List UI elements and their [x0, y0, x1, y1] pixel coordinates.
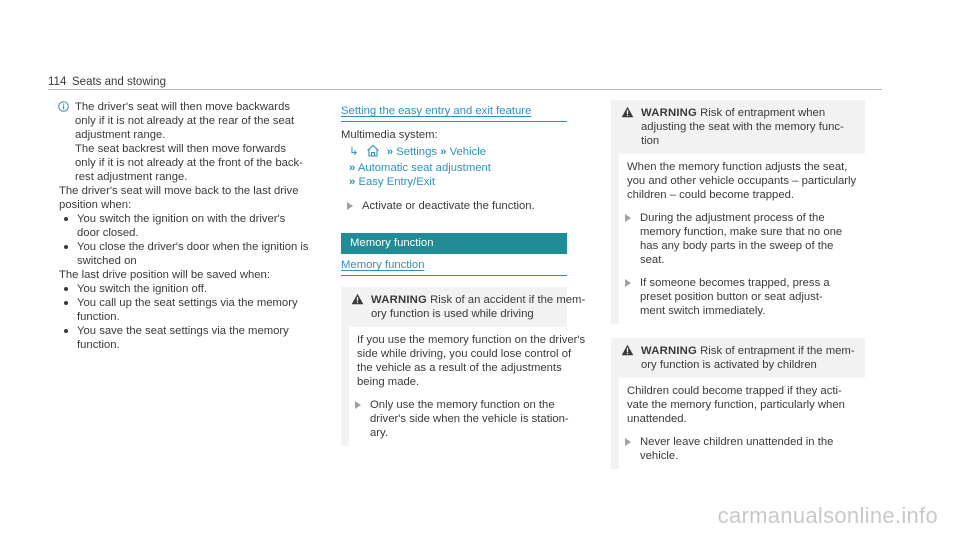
warning-body-line: vate the memory function, particularly when	[627, 399, 845, 411]
warning-triangle-icon	[621, 106, 634, 118]
list-item	[59, 296, 329, 324]
warning-label: WARNING	[641, 107, 697, 119]
list-item-line: function.	[77, 311, 120, 323]
section-rule	[341, 121, 567, 122]
chevron-right-icon: »	[349, 176, 356, 188]
multimedia-label: Multimedia system:	[341, 129, 438, 141]
page-number: 114	[48, 76, 67, 88]
warning-body-line: If you use the memory function on the driver's	[357, 334, 586, 346]
warning-header	[611, 100, 865, 154]
warning-head-line: Risk of an accident if the mem-	[430, 294, 586, 306]
step-arrow-icon	[347, 202, 353, 210]
warning-head-line: ory function is used while driving	[371, 308, 534, 320]
warning-action-line: During the adjustment process of the	[640, 212, 825, 224]
list-item	[59, 240, 329, 268]
warning-action-line: vehicle.	[640, 450, 679, 462]
chevron-right-icon: »	[386, 146, 394, 158]
teal-heading: Memory function	[341, 233, 567, 254]
warning-box	[341, 287, 586, 446]
warning-body-line: being made.	[357, 376, 420, 388]
list-item-line: You save the seat settings via the memory	[77, 325, 289, 337]
warning-action-line: If someone becomes trapped, press a	[640, 277, 830, 289]
nav-path	[341, 144, 567, 189]
list-item	[59, 324, 329, 352]
warning-body-line: When the memory function adjusts the seat,	[627, 161, 848, 173]
warning-box	[611, 338, 865, 469]
warning-action-line: ary.	[370, 427, 388, 439]
warning-head-line: Risk of entrapment if the mem-	[700, 345, 855, 357]
warning-body-line: you and other vehicle occupants – particularly	[627, 175, 857, 187]
warning-body-line: unattended.	[627, 413, 687, 425]
column-1	[59, 100, 329, 352]
warning-action-line: preset position button or seat adjust-	[640, 291, 823, 303]
step-arrow-icon	[625, 438, 631, 446]
warning-action-line: ment switch immediately.	[640, 305, 766, 317]
warning-action	[349, 398, 567, 446]
warning-action-line: Never leave children unattended in the	[640, 436, 834, 448]
warning-head-line: Risk of entrapment when	[700, 107, 826, 119]
warning-body	[349, 327, 586, 446]
info-note	[59, 100, 329, 184]
warning-header	[611, 338, 865, 378]
warning-head-line: adjusting the seat with the memory func-	[641, 121, 844, 133]
step-arrow-icon	[625, 279, 631, 287]
warning-head-line: ory function is activated by children	[641, 359, 817, 371]
nav-vehicle[interactable]: Vehicle	[449, 146, 487, 158]
warning-body-line: the vehicle as a result of the adjustments	[357, 362, 562, 374]
paragraph-line: The driver's seat will move back to the last drive	[59, 185, 299, 197]
warning-action-line: driver's side when the vehicle is station-	[370, 413, 569, 425]
note-line: only if it is not already at the rear of the seat	[75, 115, 295, 127]
action-text: Activate or deactivate the function.	[362, 200, 535, 212]
action-step	[341, 199, 567, 213]
warning-head-line: tion	[641, 135, 660, 147]
step-arrow-icon	[355, 401, 361, 409]
list-item-line: You switch the ignition off.	[77, 283, 208, 295]
note-line: The seat backrest will then move forwards	[75, 143, 286, 155]
list-item-line: You switch the ignition on with the driver's	[77, 213, 286, 225]
list-item-line: switched on	[77, 255, 137, 267]
column-2	[341, 104, 586, 446]
section-title: Seats and stowing	[72, 76, 166, 88]
list-item-line: door closed.	[77, 227, 139, 239]
warning-label: WARNING	[641, 345, 697, 357]
warning-body-line: children – could become trapped.	[627, 189, 795, 201]
nav-automatic-seat-adjustment[interactable]: Automatic seat adjustment	[357, 162, 491, 174]
note-line: adjustment range.	[75, 129, 166, 141]
nav-easy-entry-exit[interactable]: Easy Entry/Exit	[358, 176, 436, 188]
warning-action-line: memory function, make sure that no one	[640, 226, 843, 238]
section-rule	[341, 275, 567, 276]
list-item-line: You close the driver's door when the ignition is	[77, 241, 309, 253]
warning-body	[619, 378, 865, 469]
warning-box	[611, 100, 865, 324]
list-item	[59, 212, 329, 240]
warning-action-line: Only use the memory function on the	[370, 399, 555, 411]
list-item	[59, 282, 329, 296]
warning-triangle-icon	[621, 344, 634, 356]
chevron-right-icon: »	[440, 146, 447, 158]
note-line: The driver's seat will then move backwards	[75, 101, 290, 113]
chevron-right-icon: »	[349, 162, 356, 174]
warning-header	[341, 287, 586, 327]
list-item-line: function.	[77, 339, 120, 351]
header-rule	[48, 89, 882, 90]
warning-label: WARNING	[371, 294, 427, 306]
warning-action-line: has any body parts in the sweep of the	[640, 240, 834, 252]
note-line: rest adjustment range.	[75, 171, 188, 183]
info-icon	[58, 101, 69, 112]
watermark-text: carmanualsonline.info	[717, 503, 938, 528]
note-line: only if it is not already at the front of the back-	[75, 157, 303, 169]
section-heading-easy-entry[interactable]: Setting the easy entry and exit feature	[341, 105, 532, 117]
paragraph-line: The last drive position will be saved when:	[59, 269, 270, 281]
sub-heading-memory-function[interactable]: Memory function	[341, 259, 425, 271]
warning-action	[619, 276, 865, 324]
paragraph-line: position when:	[59, 199, 132, 211]
list-item-line: You call up the seat settings via the memory	[77, 297, 298, 309]
warning-body	[619, 154, 865, 324]
home-icon[interactable]	[366, 144, 380, 161]
column-3	[611, 100, 865, 469]
warning-triangle-icon	[351, 293, 364, 305]
nav-settings[interactable]: Settings	[396, 146, 438, 158]
warning-action	[619, 435, 865, 469]
return-arrow-icon: ↳	[349, 146, 359, 158]
warning-action	[619, 211, 865, 267]
step-arrow-icon	[625, 214, 631, 222]
warning-body-line: Children could become trapped if they acti-	[627, 385, 842, 397]
warning-action-line: seat.	[640, 254, 665, 266]
warning-body-line: side while driving, you could lose control of	[357, 348, 572, 360]
